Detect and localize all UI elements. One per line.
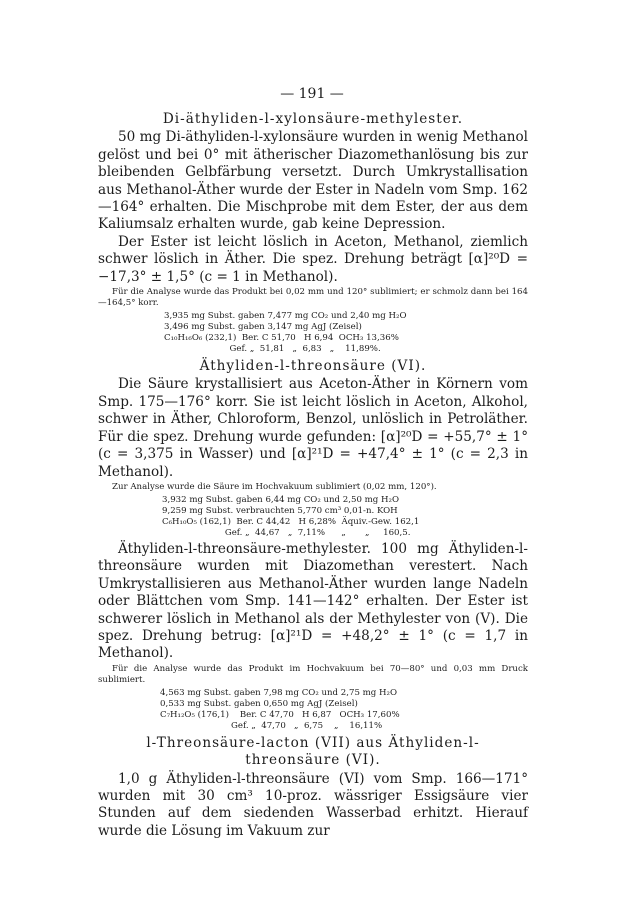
analysis-line: Gef. „ 47,70 „ 6,75 „ 16,11% xyxy=(160,720,383,731)
paragraph: Die Säure krystallisiert aus Aceton-Äther in Körnern vom Smp. 175—176° korr. Sie ist leicht löslich in Aceton, Alkohol, schwer in Äther, Chloroform, Benzol, unlöslich in Petroläther. Für die spez. Drehung wurde gefunden: [α]²⁰D = +55,7° ± 1° (c = 3,375 in Wasser) und [α]²¹D = +47,4° ± 1° (c = 2,3 in Methanol). xyxy=(98,376,528,480)
analysis-line: 3,932 mg Subst. gaben 6,44 mg CO₂ und 2,50 mg H₂O xyxy=(162,494,400,505)
paragraph: 1,0 g Äthyliden-l-threonsäure (VI) vom Smp. 166—171° wurden mit 30 cm³ 10-proz. wässriger Essigsäure vier Stunden auf dem siedenden Wasserbad erhitzt. Hierauf wurde die Lösung im Vakuum zur xyxy=(98,770,528,839)
paragraph: Äthyliden-l-threonsäure-methylester. 100 mg Äthyliden-l-threonsäure wurden mit Diazomethan verestert. Nach Umkrystallisieren aus Methanol-Äther wurden lange Nadeln oder Blättchen vom Smp. 141—142° erhalten. Der Ester ist schwerer löslich in Methanol als der Methylester von (V). Die spez. Drehung betrug: [α]²¹D = +48,2° ± 1° (c = 1,7 in Methanol). xyxy=(98,540,528,662)
analysis-line: C₁₀H₁₆O₆ (232,1) Ber. C 51,70 H 6,94 OCH₃ 13,36% xyxy=(164,333,399,344)
section-heading-threonsaeure: Äthyliden-l-threonsäure (VI). xyxy=(199,358,427,375)
analysis-line: 3,935 mg Subst. gaben 7,477 mg CO₂ und 2,40 mg H₂O xyxy=(164,311,407,322)
analysis-line: 3,496 mg Subst. gaben 3,147 mg AgJ (Zeisel) xyxy=(164,322,362,333)
analysis-data xyxy=(164,311,528,355)
analysis-data xyxy=(160,688,528,732)
analysis-line: 9,259 mg Subst. verbrauchten 5,770 cm³ 0,01-n. KOH xyxy=(162,505,398,516)
analysis-line: Gef. „ 51,81 „ 6,83 „ 11,89%. xyxy=(164,344,381,355)
section-heading-lacton: l-Threonsäure-lacton (VII) aus Äthyliden-l-threonsäure (VI). xyxy=(146,734,480,769)
analysis-note: Zur Analyse wurde die Säure im Hochvakuum sublimiert (0,02 mm, 120°). xyxy=(112,481,437,492)
section-heading-xylonsaeure-ester: Di-äthyliden-l-xylonsäure-methylester. xyxy=(162,111,464,127)
analysis-note: Für die Analyse wurde das Produkt im Hochvakuum bei 70—80° und 0,03 mm Druck sublimiert. xyxy=(98,663,528,685)
page-number: — 191 — xyxy=(280,86,344,102)
analysis-line: Gef. „ 44,67 „ 7,11% „ „ 160,5. xyxy=(162,527,411,538)
analysis-data xyxy=(162,495,528,539)
page-content xyxy=(98,108,528,840)
paragraph: Der Ester ist leicht löslich in Aceton, Methanol, ziemlich schwer löslich in Äther. Die spez. Drehung beträgt [α]²⁰D = −17,3° ± 1,5° (c = 1 in Methanol). xyxy=(98,233,528,285)
analysis-note: Für die Analyse wurde das Produkt bei 0,02 mm und 120° sublimiert; er schmolz dann bei 164—164,5° korr. xyxy=(98,287,528,309)
analysis-line: C₇H₁₂O₅ (176,1) Ber. C 47,70 H 6,87 OCH₃ 17,60% xyxy=(160,709,400,720)
analysis-line: C₆H₁₀O₅ (162,1) Ber. C 44,42 H 6,28% Äquiv.-Gew. 162,1 xyxy=(162,516,420,527)
paragraph: 50 mg Di-äthyliden-l-xylonsäure wurden in wenig Methanol gelöst und bei 0° mit ätherischer Diazomethanlösung bis zur bleibenden Gelbfärbung versetzt. Durch Umkrystallisation aus Methanol-Äther wurde der Ester in Nadeln vom Smp. 162—164° erhalten. Die Mischprobe mit dem Ester, der aus dem Kaliumsalz erhalten wurde, gab keine Depression. xyxy=(98,129,528,233)
analysis-line: 0,533 mg Subst. gaben 0,650 mg AgJ (Zeisel) xyxy=(160,698,358,709)
analysis-line: 4,563 mg Subst. gaben 7,98 mg CO₂ und 2,75 mg H₂O xyxy=(160,687,398,698)
